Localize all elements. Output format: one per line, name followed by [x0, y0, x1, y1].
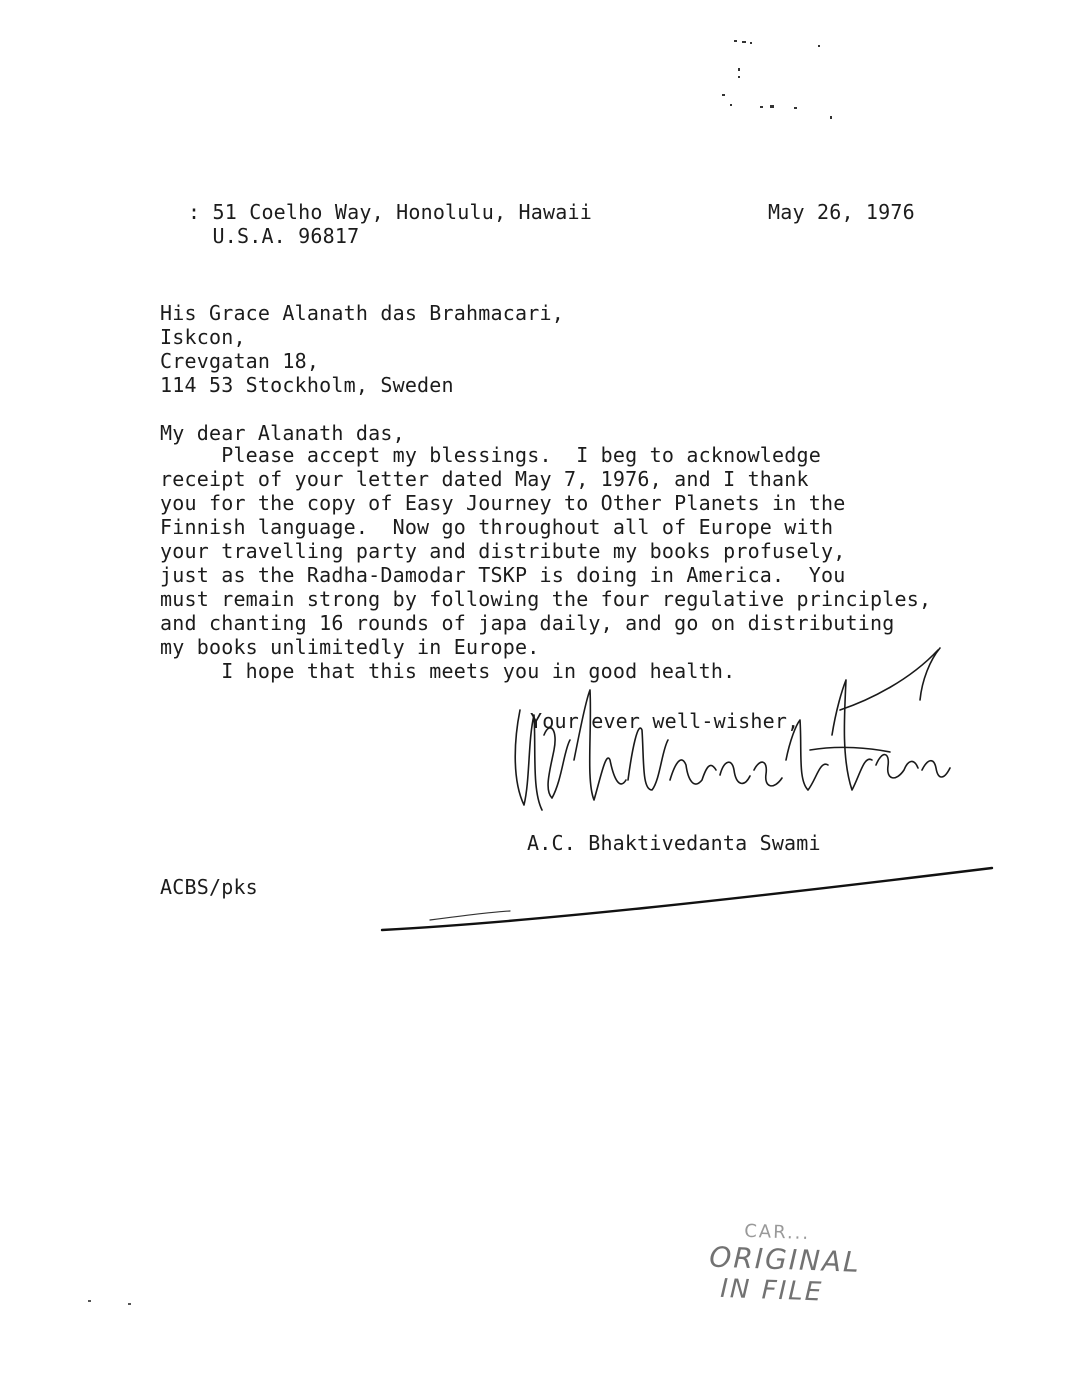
salutation: My dear Alanath das,	[160, 421, 405, 445]
original-in-file-stamp: CAR... ORIGINAL IN FILE	[708, 1220, 862, 1308]
body-line: Please accept my blessings. I beg to acknowledge	[160, 443, 822, 467]
recipient-address: His Grace Alanath das Brahmacari, Iskcon, Crevgatan 18, 114 53 Stockholm, Sweden	[160, 301, 564, 397]
body-line: just as the Radha-Damodar TSKP is doing in America. You	[160, 563, 846, 587]
body-line: and chanting 16 rounds of japa daily, and go on distributing	[160, 611, 895, 635]
body-line: your travelling party and distribute my books profusely,	[160, 539, 846, 563]
body-line: receipt of your letter dated May 7, 1976, and I thank	[160, 467, 809, 491]
handwritten-signature	[510, 640, 960, 820]
pen-stroke-line	[380, 860, 1000, 940]
body-line: you for the copy of Easy Journey to Other Planets in the	[160, 491, 846, 515]
reference-initials: ACBS/pks	[160, 875, 258, 899]
body-line: Finnish language. Now go throughout all of Europe with	[160, 515, 834, 539]
letter-date: May 26, 1976	[768, 200, 915, 224]
scan-speckle-marks	[720, 30, 850, 130]
body-line: I hope that this meets you in good health.	[160, 659, 736, 683]
scan-speck	[128, 1303, 131, 1305]
return-address: : 51 Coelho Way, Honolulu, Hawaii U.S.A. 96817	[188, 200, 592, 248]
body-line: must remain strong by following the four regulative principles,	[160, 587, 932, 611]
closing: Your ever well-wisher,	[530, 709, 800, 733]
scan-speck	[88, 1300, 91, 1302]
signer-name: A.C. Bhaktivedanta Swami	[527, 831, 821, 855]
body-line: my books unlimitedly in Europe.	[160, 635, 540, 659]
